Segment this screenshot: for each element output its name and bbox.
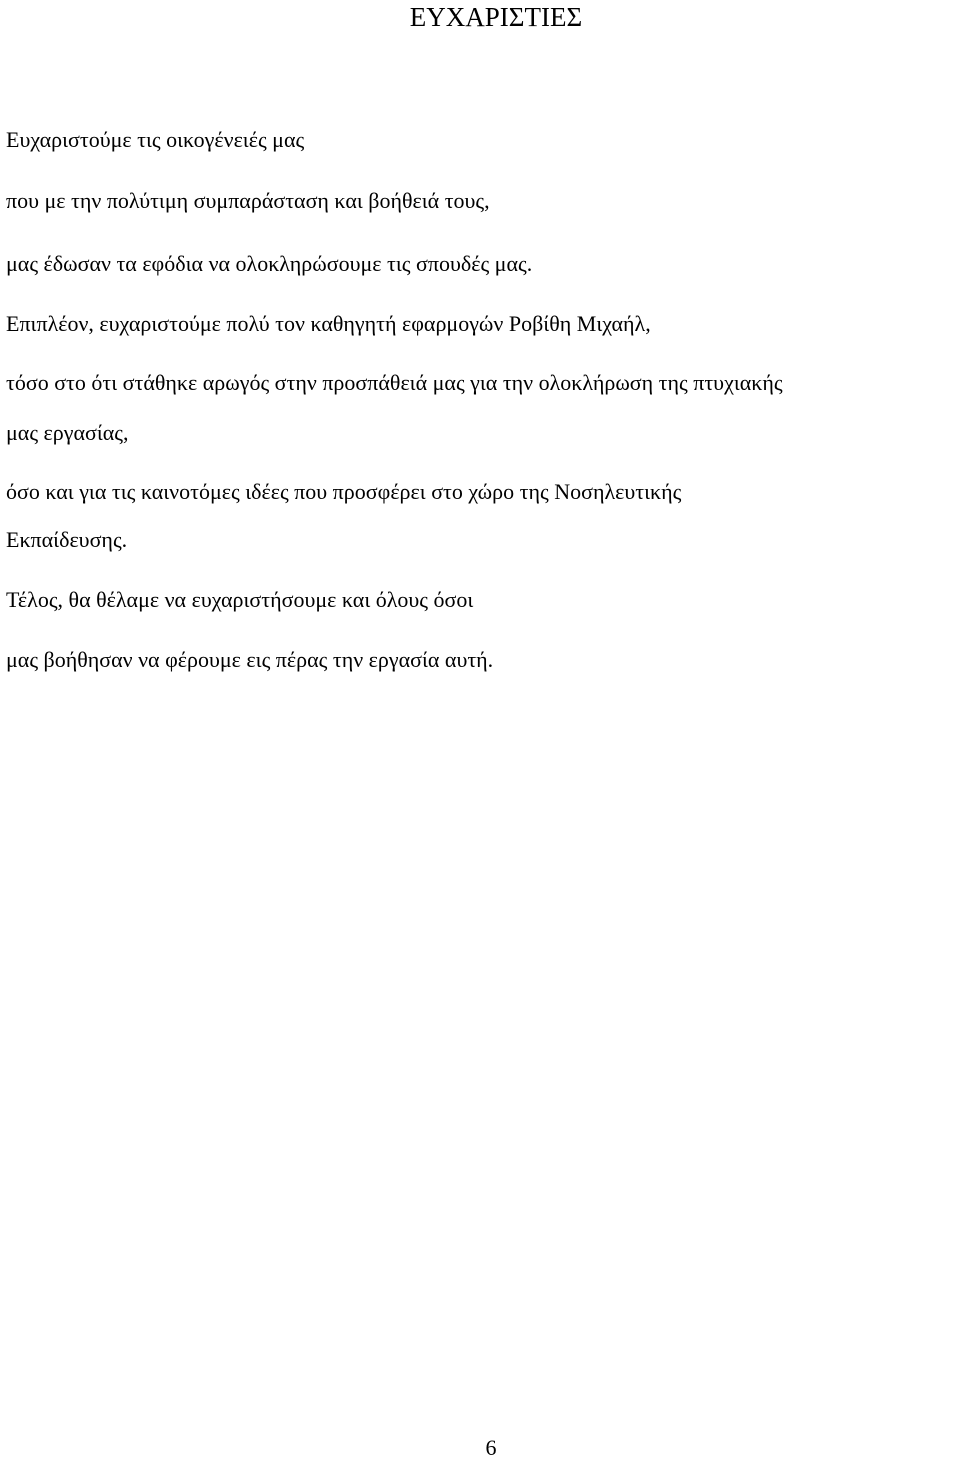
text-line-9: Τέλος, θα θέλαμε να ευχαριστήσουμε και όλους όσοι bbox=[6, 587, 474, 612]
page-title: ΕΥΧΑΡΙΣΤΙΕΣ bbox=[409, 2, 583, 32]
text-line-6: μας εργασίας, bbox=[6, 420, 129, 445]
page-number: 6 bbox=[485, 1435, 497, 1460]
text-line-4: Επιπλέον, ευχαριστούμε πολύ τον καθηγητή εφαρμογών Ροβίθη Μιχαήλ, bbox=[6, 311, 651, 336]
text-line-2: που με την πολύτιμη συμπαράσταση και βοήθειά τους, bbox=[6, 188, 490, 213]
text-line-1: Ευχαριστούμε τις οικογένειές μας bbox=[6, 127, 305, 152]
text-line-10: μας βοήθησαν να φέρουμε εις πέρας την εργασία αυτή. bbox=[6, 647, 494, 672]
text-line-5: τόσο στο ότι στάθηκε αρωγός στην προσπάθειά μας για την ολοκλήρωση της πτυχιακής bbox=[6, 370, 783, 395]
text-line-8: Εκπαίδευσης. bbox=[6, 527, 128, 552]
text-line-3: μας έδωσαν τα εφόδια να ολοκληρώσουμε τις σπουδές μας. bbox=[6, 251, 533, 276]
text-line-7: όσο και για τις καινοτόμες ιδέες που προσφέρει στο χώρο της Νοσηλευτικής bbox=[6, 479, 682, 504]
